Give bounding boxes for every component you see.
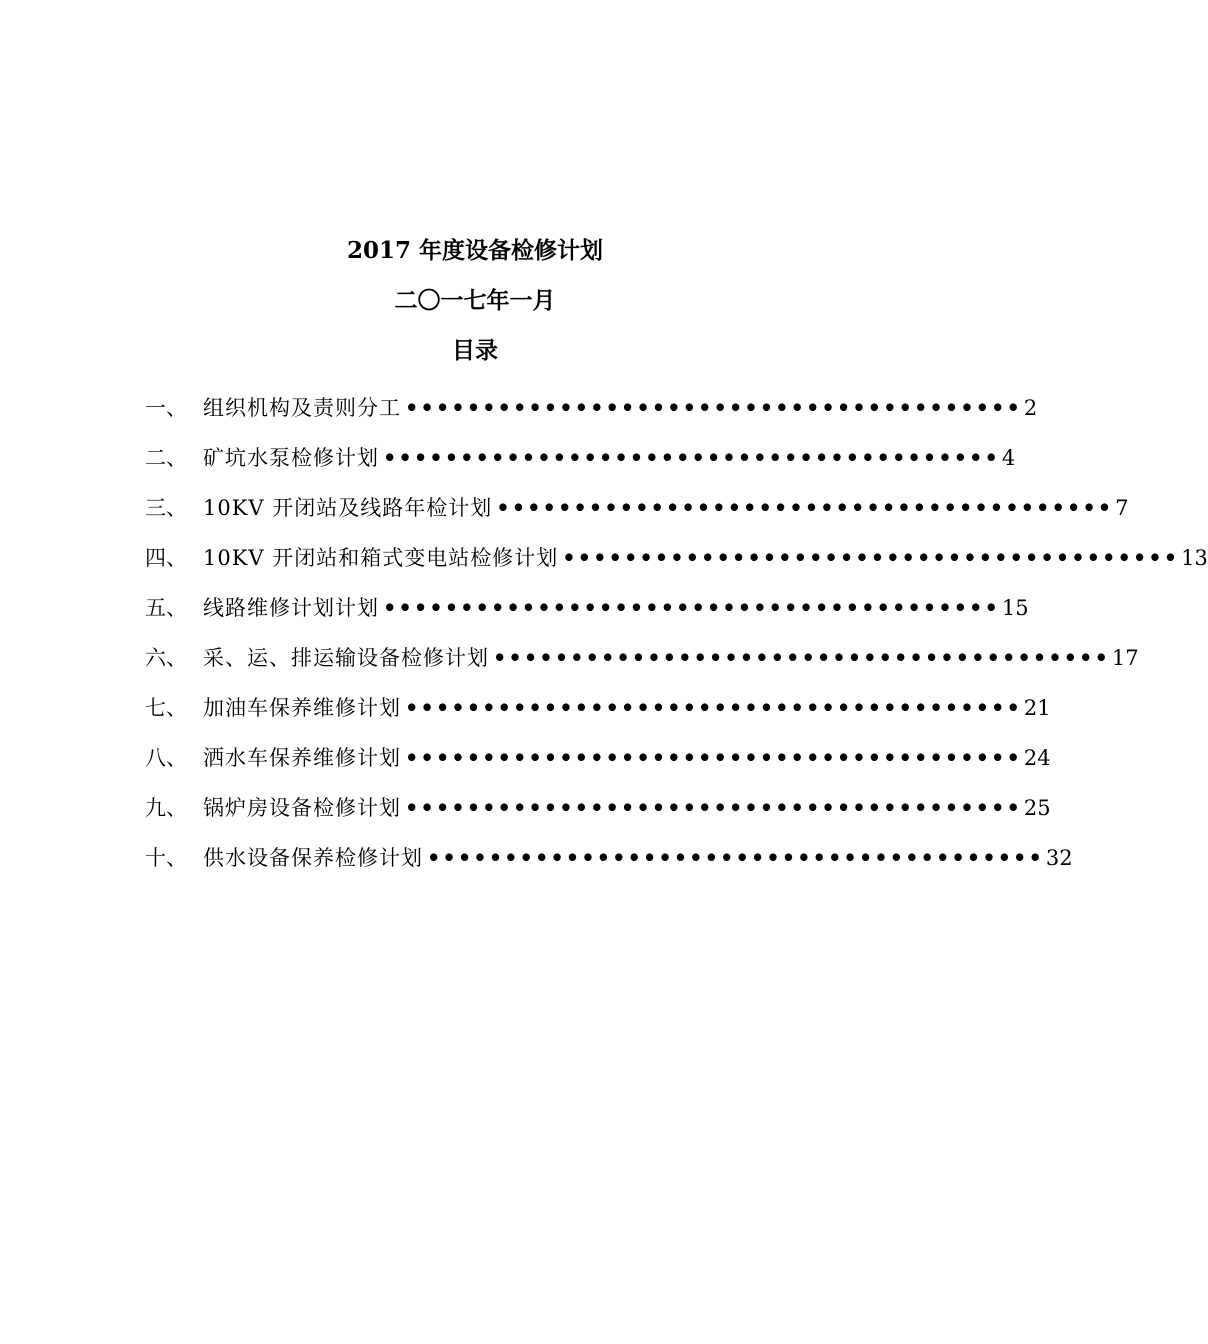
dot-leader: ••••••••••••••••••••••••••••••••••••••••	[405, 395, 1022, 420]
toc-entry-number: 六、	[145, 646, 187, 670]
toc-entry-number: 十、	[145, 846, 187, 870]
toc-entry-label: 锅炉房设备检修计划	[203, 796, 401, 820]
toc-entry[interactable]	[145, 633, 1139, 683]
toc-entry-page: 4	[1001, 446, 1016, 470]
toc-entry-page: 21	[1023, 696, 1051, 720]
dot-leader: ••••••••••••••••••••••••••••••••••••••••	[383, 595, 1000, 620]
toc-entry-number: 四、	[145, 546, 187, 570]
toc-entry[interactable]	[145, 583, 1029, 633]
toc-entry[interactable]	[145, 533, 1208, 583]
toc-entry-page: 24	[1023, 746, 1051, 770]
toc-entry-label: 加油车保养维修计划	[203, 696, 401, 720]
toc-entry[interactable]	[145, 483, 1129, 533]
toc-entry-label: 10KV 开闭站和箱式变电站检修计划	[203, 546, 559, 570]
dot-leader: ••••••••••••••••••••••••••••••••••••••••	[405, 695, 1022, 720]
toc-entry-page: 13	[1181, 546, 1208, 570]
toc-entry-number: 三、	[145, 496, 187, 520]
toc-entry-number: 一、	[145, 396, 187, 420]
toc-entry[interactable]	[145, 783, 1051, 833]
dot-leader: ••••••••••••••••••••••••••••••••••••••••	[562, 545, 1180, 570]
document-date: 二〇一七年一月	[394, 287, 556, 314]
toc-entry[interactable]	[145, 733, 1051, 783]
toc-entry-page: 2	[1023, 396, 1038, 420]
toc-entry-page: 25	[1023, 796, 1051, 820]
toc-entry[interactable]	[145, 833, 1073, 883]
toc-entry-label: 供水设备保养检修计划	[203, 846, 423, 870]
toc-entry-page: 7	[1115, 496, 1129, 520]
toc-entry[interactable]	[145, 683, 1051, 733]
toc-entry-page: 15	[1001, 596, 1029, 620]
dot-leader: ••••••••••••••••••••••••••••••••••••••••	[493, 645, 1110, 670]
table-of-contents	[145, 383, 1208, 883]
toc-entry-label: 采、运、排运输设备检修计划	[203, 646, 489, 670]
toc-entry-label: 矿坑水泵检修计划	[203, 446, 379, 470]
toc-entry-page: 32	[1045, 846, 1073, 870]
toc-entry[interactable]	[145, 383, 1038, 433]
toc-entry-number: 七、	[145, 696, 187, 720]
document-title: 2017 年度设备检修计划	[346, 237, 604, 264]
dot-leader: ••••••••••••••••••••••••••••••••••••••••	[427, 845, 1044, 870]
toc-entry-label: 洒水车保养维修计划	[203, 746, 401, 770]
toc-entry-number: 八、	[145, 746, 187, 770]
toc-entry-label: 10KV 开闭站及线路年检计划	[203, 496, 493, 520]
toc-entry-label: 线路维修计划计划	[203, 596, 379, 620]
dot-leader: ••••••••••••••••••••••••••••••••••••••••	[405, 745, 1022, 770]
toc-entry-label: 组织机构及责则分工	[203, 396, 401, 420]
toc-entry-number: 二、	[145, 446, 187, 470]
dot-leader: ••••••••••••••••••••••••••••••••••••••••	[496, 495, 1114, 520]
toc-entry-number: 五、	[145, 596, 187, 620]
toc-heading: 目录	[452, 337, 498, 364]
dot-leader: ••••••••••••••••••••••••••••••••••••••••	[405, 795, 1022, 820]
dot-leader: ••••••••••••••••••••••••••••••••••••••••	[383, 445, 1000, 470]
toc-entry[interactable]	[145, 433, 1016, 483]
toc-entry-number: 九、	[145, 796, 187, 820]
toc-entry-page: 17	[1111, 646, 1139, 670]
